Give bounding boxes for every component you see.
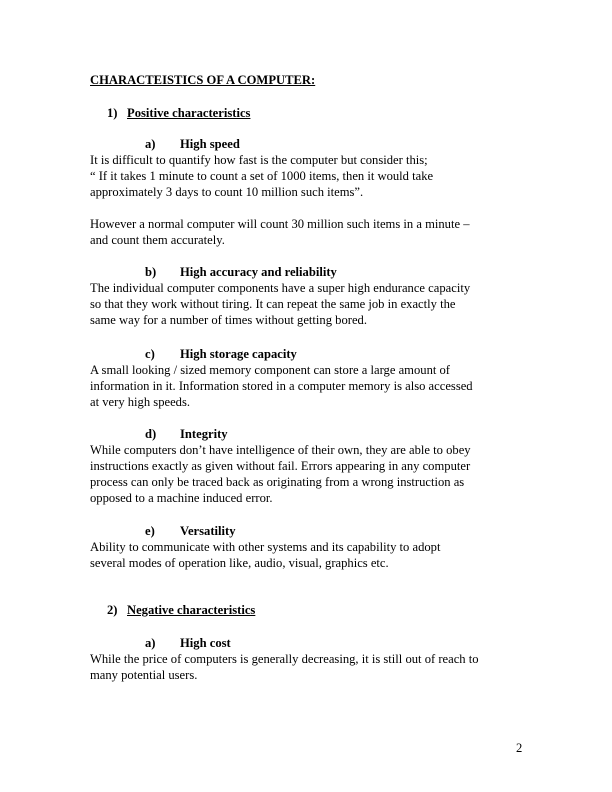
body-line: several modes of operation like, audio, visual, graphics etc.: [90, 556, 389, 570]
page-number: 2: [516, 741, 523, 755]
body-line: A small looking / sized memory component can store a large amount of: [90, 363, 451, 377]
body-line: and count them accurately.: [90, 233, 225, 247]
body-line: instructions exactly as given without fail. Errors appearing in any computer: [90, 459, 471, 473]
body-line: Ability to communicate with other systems and its capability to adopt: [90, 540, 441, 554]
body-line: at very high speeds.: [90, 395, 191, 409]
page-title: CHARACTEISTICS OF A COMPUTER:: [90, 73, 316, 87]
body-line: information in it. Information stored in a computer memory is also accessed: [90, 379, 473, 393]
body-line: process can only be traced back as originating from a wrong instruction as: [90, 475, 465, 489]
item-e-heading: Versatility: [180, 524, 236, 538]
body-line: same way for a number of times without getting bored.: [90, 313, 367, 327]
item-e-letter: e): [145, 524, 155, 538]
body-line: opposed to a machine induced error.: [90, 491, 273, 505]
item-a-heading: High speed: [180, 137, 240, 151]
item-b-heading: High accuracy and reliability: [180, 265, 337, 279]
item-c-heading: High storage capacity: [180, 347, 297, 361]
body-line: However a normal computer will count 30 million such items in a minute –: [90, 217, 470, 231]
body-line: many potential users.: [90, 668, 198, 682]
section-1-number: 1): [107, 106, 118, 120]
item-a-letter: a): [145, 636, 156, 650]
body-line: so that they work without tiring. It can repeat the same job in exactly the: [90, 297, 456, 311]
body-line: It is difficult to quantify how fast is the computer but consider this;: [90, 153, 428, 167]
item-d-letter: d): [145, 427, 157, 441]
item-b-letter: b): [145, 265, 157, 279]
body-line: The individual computer components have a super high endurance capacity: [90, 281, 471, 295]
item-a-letter: a): [145, 137, 156, 151]
body-line: While computers don’t have intelligence of their own, they are able to obey: [90, 443, 471, 457]
item-d-heading: Integrity: [180, 427, 228, 441]
body-line: “ If it takes 1 minute to count a set of 1000 items, then it would take: [90, 169, 434, 183]
section-1-heading: Positive characteristics: [127, 106, 251, 120]
section-2-heading: Negative characteristics: [127, 603, 256, 617]
item-a-heading: High cost: [180, 636, 231, 650]
item-c-letter: c): [145, 347, 155, 361]
body-line: While the price of computers is generally decreasing, it is still out of reach to: [90, 652, 479, 666]
section-2-number: 2): [107, 603, 118, 617]
body-line: approximately 3 days to count 10 million such items”.: [90, 185, 364, 199]
